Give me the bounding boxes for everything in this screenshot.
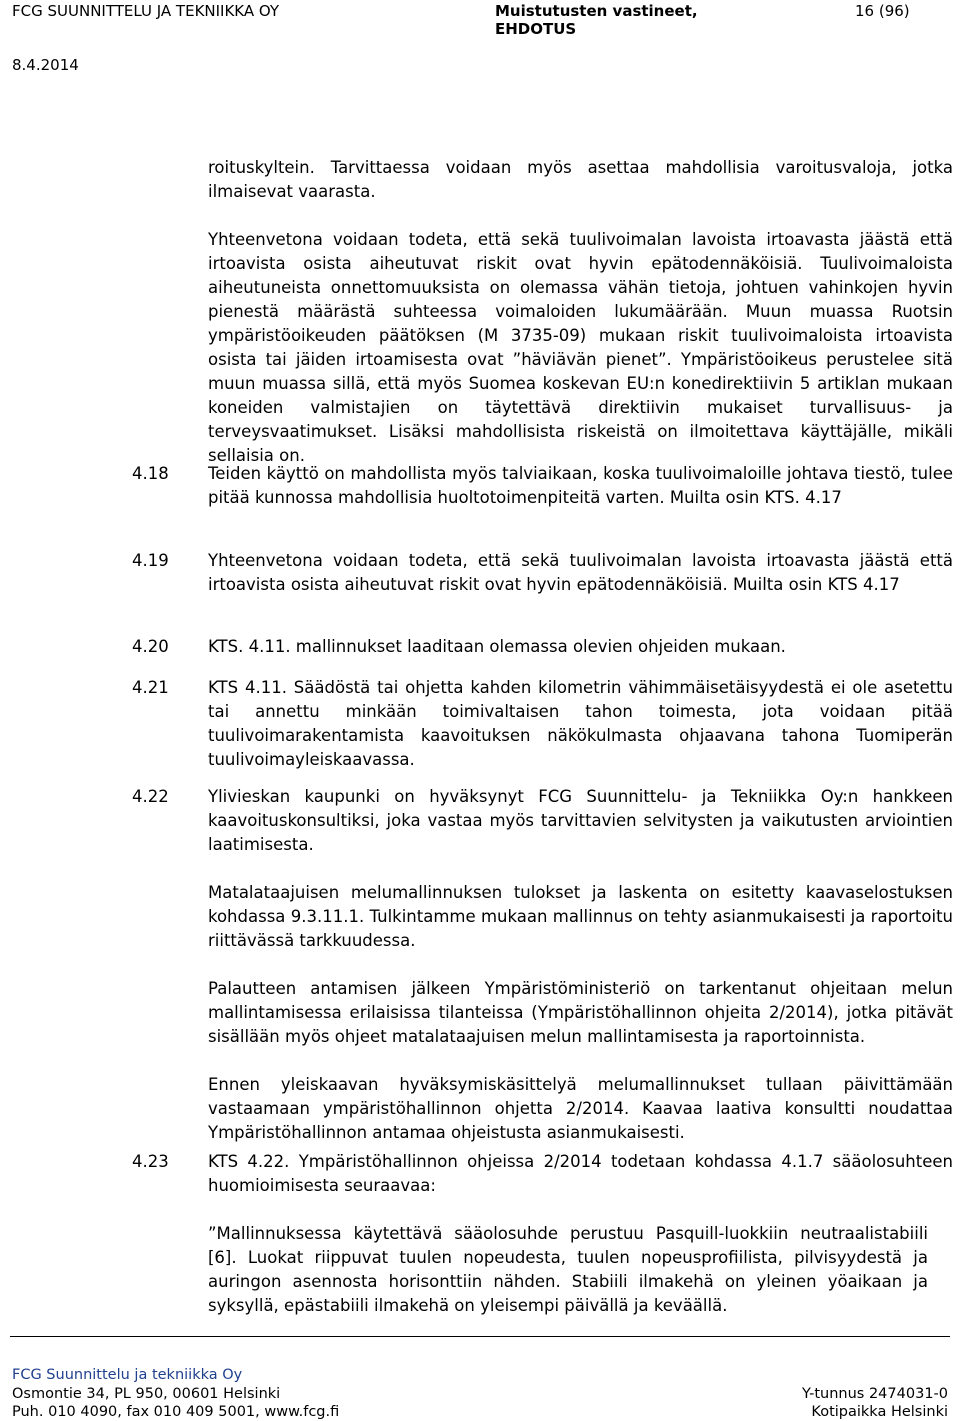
footer-business-id: Y-tunnus 2474031-0 [801,1386,948,1402]
header-page-number: 16 (96) [855,2,910,20]
item-paragraph: Matalataajuisen melumallinnuksen tulokset ja laskenta on esitetty kaavaselostuksen kohdassa 9.3.11.1. Tulkintamme mukaan mallinnus on tehty asianmukaisesti ja raportoitu riittävässä tarkkuudessa. [208,883,953,950]
item-number: 4.20 [132,637,169,656]
item-paragraph: KTS 4.22. Ympäristöhallinnon ohjeissa 2/2014 todetaan kohdassa 4.1.7 sääolosuhteen huomioimisesta seuraavaa: [208,1152,953,1195]
item-body [208,785,953,1145]
item-number: 4.22 [132,787,169,806]
footer-address: Osmontie 34, PL 950, 00601 Helsinki [12,1386,281,1402]
item-paragraph: KTS 4.11. Säädöstä tai ohjetta kahden kilometrin vähimmäisetäisyydestä ei ole asetettu tai annettu minkään toimivaltaisen tahon toimesta, jota voidaan pitää tuulivoimarakentamista kaavoituksen näkökulmasta ohjaavana tahona Tuomiperän tuulivoimayleiskaavassa. [208,678,953,769]
item-number: 4.21 [132,678,169,697]
footer-divider [10,1336,950,1337]
item-body [208,549,953,597]
footer-domicile: Kotipaikka Helsinki [811,1404,948,1420]
intro-paragraph: Yhteenvetona voidaan todeta, että sekä tuulivoimalan lavoista irtoavasta jäästä että irtoavista osista aiheutuvat riskit ovat hyvin epätodennäköisiä. Tuulivoimaloista aiheutuneista onnettomuuksista on olemassa vähän tietoja, johtuen vahinkojen hyvin pienestä määrästä suhteessa voimaloiden lukumäärään. Muun muassa Ruotsin ympäristöoikeuden päätöksen (M 3735-09) mukaan riskit tuulivoimaloista irtoavista osista tai jäiden irtoamisesta ovat ”häviävän pienet”. Ympäristöoikeus perustelee sitä muun muassa sillä, että myös Suomea koskevan EU:n konedirektiivin 5 artiklan mukaan koneiden valmistajien on täytettävä direktiivin mukaiset turvallisuus- ja terveysvaatimukset. Lisäksi mahdollisista riskeistä on ilmoitettava käyttäjälle, mikäli sellaisia on. [208,230,953,465]
header-date: 8.4.2014 [12,56,79,74]
item-number: 4.19 [132,551,169,570]
header-title-line1: Muistutusten vastineet, [495,2,698,20]
item-paragraph: Yhteenvetona voidaan todeta, että sekä tuulivoimalan lavoista irtoavasta jäästä että irtoavista osista aiheutuvat riskit ovat hyvin epätodennäköisiä. Muilta osin KTS 4.17 [208,551,953,594]
item-body [208,1150,953,1318]
header-title-line2: EHDOTUS [495,20,577,38]
item-number: 4.18 [132,464,169,483]
item-paragraph: Ylivieskan kaupunki on hyväksynyt FCG Suunnittelu- ja Tekniikka Oy:n hankkeen kaavoituskonsultiksi, joka vastaa myös tarvittavien selvitysten ja vaikutusten arviointien laatimisesta. [208,787,953,854]
item-body [208,635,953,659]
item-paragraph: Ennen yleiskaavan hyväksymiskäsittelyä melumallinnukset tullaan päivittämään vastaamaan ympäristöhallinnon ohjetta 2/2014. Kaavaa laativa konsultti noudattaa Ympäristöhallinnon antamaa ohjeistusta asianmukaisesti. [208,1075,953,1142]
item-paragraph: KTS. 4.11. mallinnukset laaditaan olemassa olevien ohjeiden mukaan. [208,637,786,656]
intro-section [208,156,953,468]
header-company: FCG SUUNNITTELU JA TEKNIIKKA OY [12,2,280,20]
item-paragraph: Palautteen antamisen jälkeen Ympäristöministeriö on tarkentanut ohjeitaan melun mallintamisessa erilaisissa tilanteissa (Ympäristöhallinnon ohjeita 2/2014), jotka pitävät sisällään myös ohjeet matalataajuisen melun mallintamisesta ja raportoinnista. [208,979,953,1046]
footer-company: FCG Suunnittelu ja tekniikka Oy [12,1367,243,1383]
footer-contact: Puh. 010 4090, fax 010 409 5001, www.fcg.fi [12,1404,340,1420]
item-quote: ”Mallinnuksessa käytettävä sääolosuhde perustuu Pasquill-luokkiin neutraalistabiili [6]. Luokat riippuvat tuulen nopeudesta, tuulen nopeusprofiilista, pilvisyydestä ja auringon asennosta horisonttiin nähden. Stabiili ilmakehä on yleinen yöaikaan ja syksyllä, epästabiili ilmakehä on yleisempi päivällä ja keväällä. [208,1224,928,1315]
intro-paragraph: roituskyltein. Tarvittaessa voidaan myös asettaa mahdollisia varoitusvaloja, jotka ilmaisevat vaarasta. [208,158,953,201]
item-body [208,462,953,510]
item-body [208,676,953,772]
item-paragraph: Teiden käyttö on mahdollista myös talviaikaan, koska tuulivoimaloille johtava tiestö, tulee pitää kunnossa mahdollisia huoltotoimenpiteitä varten. Muilta osin KTS. 4.17 [208,464,953,507]
item-number: 4.23 [132,1152,169,1171]
